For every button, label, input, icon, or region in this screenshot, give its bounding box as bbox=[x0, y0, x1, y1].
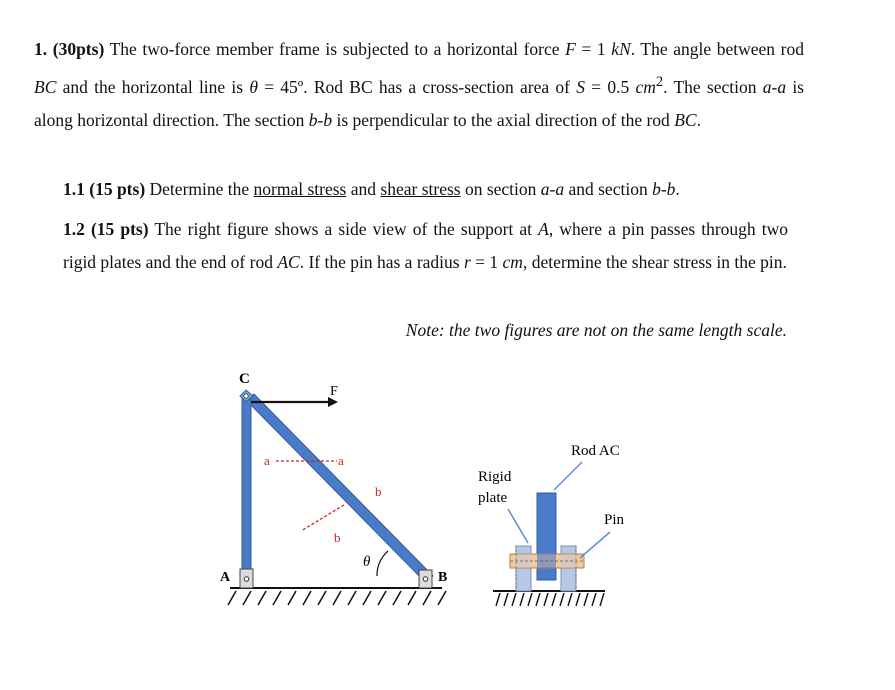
text: , where a pin passes through two rigid plates and the end of rod bbox=[63, 219, 789, 272]
rod-ac: AC bbox=[277, 252, 300, 272]
section-a: a-a bbox=[762, 76, 787, 97]
text: = 1 bbox=[575, 39, 612, 59]
rod-leader bbox=[554, 462, 582, 490]
pin-c bbox=[244, 394, 248, 398]
text: . If the pin has a radius bbox=[299, 252, 464, 272]
text: Determine the bbox=[145, 179, 254, 199]
force-unit: kN bbox=[611, 39, 631, 59]
rod-bc bbox=[246, 394, 433, 582]
rod-bc: BC bbox=[34, 76, 57, 97]
ground-hatch bbox=[496, 593, 604, 606]
text: = 45º. Rod BC has a cross-section area of bbox=[257, 76, 577, 97]
pin-b bbox=[423, 577, 428, 582]
section-a-right-label: a bbox=[338, 453, 344, 468]
section-b-bottom-label: b bbox=[334, 530, 341, 545]
underlined-term: shear stress bbox=[380, 179, 461, 199]
section-b-top-label: b bbox=[375, 484, 382, 499]
part-1-1 bbox=[63, 173, 788, 206]
part-label: 1.1 (15 pts) bbox=[63, 179, 146, 199]
text: is perpendicular to the axial direction of the rod bbox=[332, 109, 675, 130]
rod-ac bbox=[242, 396, 251, 573]
area-symbol: S bbox=[576, 76, 585, 97]
label-c: C bbox=[239, 371, 250, 387]
area-unit: cm bbox=[635, 76, 656, 97]
radius-symbol: r bbox=[463, 252, 471, 272]
label-plate: plate bbox=[478, 490, 508, 506]
text: and bbox=[346, 179, 381, 199]
text: . The section bbox=[663, 76, 763, 97]
area-exponent: 2 bbox=[655, 74, 664, 90]
label-b: B bbox=[438, 570, 448, 585]
plate-overlap-right bbox=[561, 554, 576, 568]
text: and section bbox=[564, 179, 653, 199]
text: is along horizontal direction. The section bbox=[34, 76, 804, 130]
theta-symbol: θ bbox=[249, 76, 258, 97]
note: Note: the two figures are not on the same length scale. bbox=[405, 320, 787, 340]
text: = 0.5 bbox=[584, 76, 636, 97]
radius-unit: cm bbox=[502, 252, 523, 272]
text: The right figure shows a side view of the support at bbox=[148, 219, 539, 239]
section-a: a-a bbox=[540, 179, 565, 199]
section-b: b-b bbox=[652, 179, 676, 199]
text: , determine the shear stress in the pin. bbox=[522, 252, 787, 272]
problem-number: 1. bbox=[34, 39, 48, 59]
ground-hatch bbox=[228, 591, 446, 605]
plate-overlap-left bbox=[516, 554, 531, 568]
label-rod-ac: Rod AC bbox=[571, 443, 620, 459]
pin-leader bbox=[580, 532, 610, 558]
text: on section bbox=[460, 179, 541, 199]
part-label: 1.2 (15 pts) bbox=[63, 219, 149, 239]
underlined-term: normal stress bbox=[253, 179, 347, 199]
point-a: A bbox=[538, 219, 549, 239]
pin-a bbox=[244, 577, 249, 582]
problem-points: (30pts) bbox=[52, 39, 105, 59]
rod-bc: BC bbox=[674, 109, 697, 130]
part-1-2 bbox=[63, 213, 788, 279]
label-pin: Pin bbox=[604, 512, 625, 528]
text: and the horizontal line is bbox=[56, 76, 250, 97]
plate-leader bbox=[508, 509, 528, 543]
theta-label: θ bbox=[363, 554, 371, 570]
section-b: b-b bbox=[308, 109, 333, 130]
force-symbol: F bbox=[565, 39, 576, 59]
label-f: F bbox=[330, 384, 338, 399]
text: . The angle between rod bbox=[630, 39, 805, 59]
pin-figure bbox=[470, 430, 650, 610]
problem-statement bbox=[34, 33, 804, 137]
section-b-line bbox=[301, 505, 344, 531]
text: = 1 bbox=[470, 252, 503, 272]
text: The two-force member frame is subjected to a horizontal force bbox=[104, 39, 566, 59]
text: . bbox=[675, 179, 680, 199]
section-a-left-label: a bbox=[264, 453, 270, 468]
angle-arc bbox=[377, 551, 388, 576]
label-a: A bbox=[220, 570, 231, 585]
label-rigid: Rigid bbox=[478, 469, 512, 485]
frame-figure bbox=[210, 365, 460, 615]
text: . bbox=[696, 109, 701, 130]
